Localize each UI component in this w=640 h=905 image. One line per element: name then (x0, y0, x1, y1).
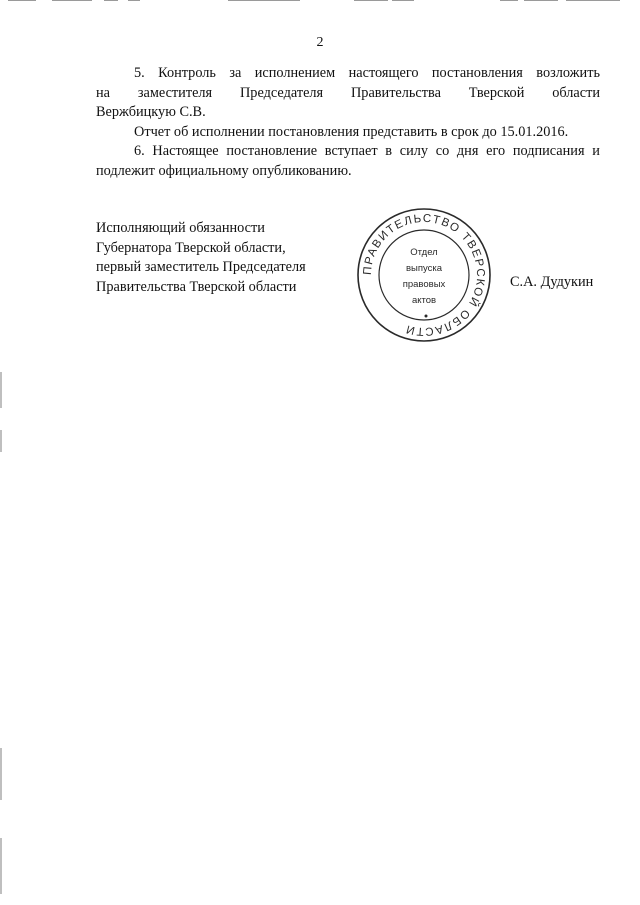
word: вступает (324, 143, 378, 159)
word: в (385, 143, 393, 159)
signer-line: Правительства Тверской области (96, 278, 297, 295)
page-number: 2 (316, 35, 324, 50)
seal-ring-text: ПРАВИТЕЛЬСТВО ТВЕРСКОЙ ОБЛАСТИ (361, 212, 487, 338)
scan-edge-left (0, 372, 2, 408)
word: за (229, 65, 242, 81)
word: 6. (134, 143, 145, 159)
word: постановления (431, 65, 523, 81)
scan-edge-top (0, 0, 640, 3)
word: со (435, 143, 450, 159)
word: силу (399, 143, 429, 159)
word: Тверской (468, 84, 525, 101)
seal-line: правовых (402, 279, 446, 290)
word: исполнением (254, 65, 336, 81)
signer-line: Губернатора Тверской области, (96, 239, 286, 256)
seal-line: выпуска (405, 263, 443, 274)
signer-line: Исполняющий обязанности (96, 220, 265, 236)
word: и (592, 143, 600, 159)
word: его (486, 143, 506, 159)
seal-center-text (403, 247, 446, 306)
report-deadline: Отчет об исполнении постановления представить в срок до 15.01.2016. (134, 123, 569, 140)
scan-edge-left (0, 430, 2, 452)
word: 5. (134, 65, 145, 81)
signer-line: первый заместитель Председателя (96, 259, 306, 276)
word: возложить (536, 65, 600, 81)
seal-outer-ring (358, 209, 490, 341)
scan-edge-left (0, 748, 2, 800)
signatory-name: С.А. Дудукин (510, 274, 594, 290)
paragraph-line (96, 142, 600, 162)
paragraph-5 (96, 64, 600, 181)
paragraph-line: подлежит официальному опубликованию. (96, 162, 352, 179)
seal-line: актов (411, 295, 437, 306)
word: дня (456, 143, 479, 159)
scan-edge-left (0, 838, 2, 894)
paragraph-line (96, 84, 600, 104)
signer-title (96, 219, 356, 297)
word: Настоящее (152, 143, 219, 159)
word: Председателя (239, 84, 324, 101)
word: подписания (512, 143, 585, 159)
word: Контроль (158, 65, 216, 81)
word: области (552, 84, 600, 101)
word: на (96, 84, 110, 101)
seal-inner-ring (379, 230, 469, 320)
seal-dot (425, 315, 428, 318)
word: постановление (226, 143, 318, 159)
paragraph-line (96, 64, 600, 84)
word: заместителя (137, 84, 213, 101)
paragraph-line: Вержбицкую С.В. (96, 104, 206, 120)
official-seal (354, 205, 494, 345)
seal-line: Отдел (410, 247, 438, 258)
word: настоящего (348, 65, 419, 81)
word: Правительства (350, 84, 441, 101)
